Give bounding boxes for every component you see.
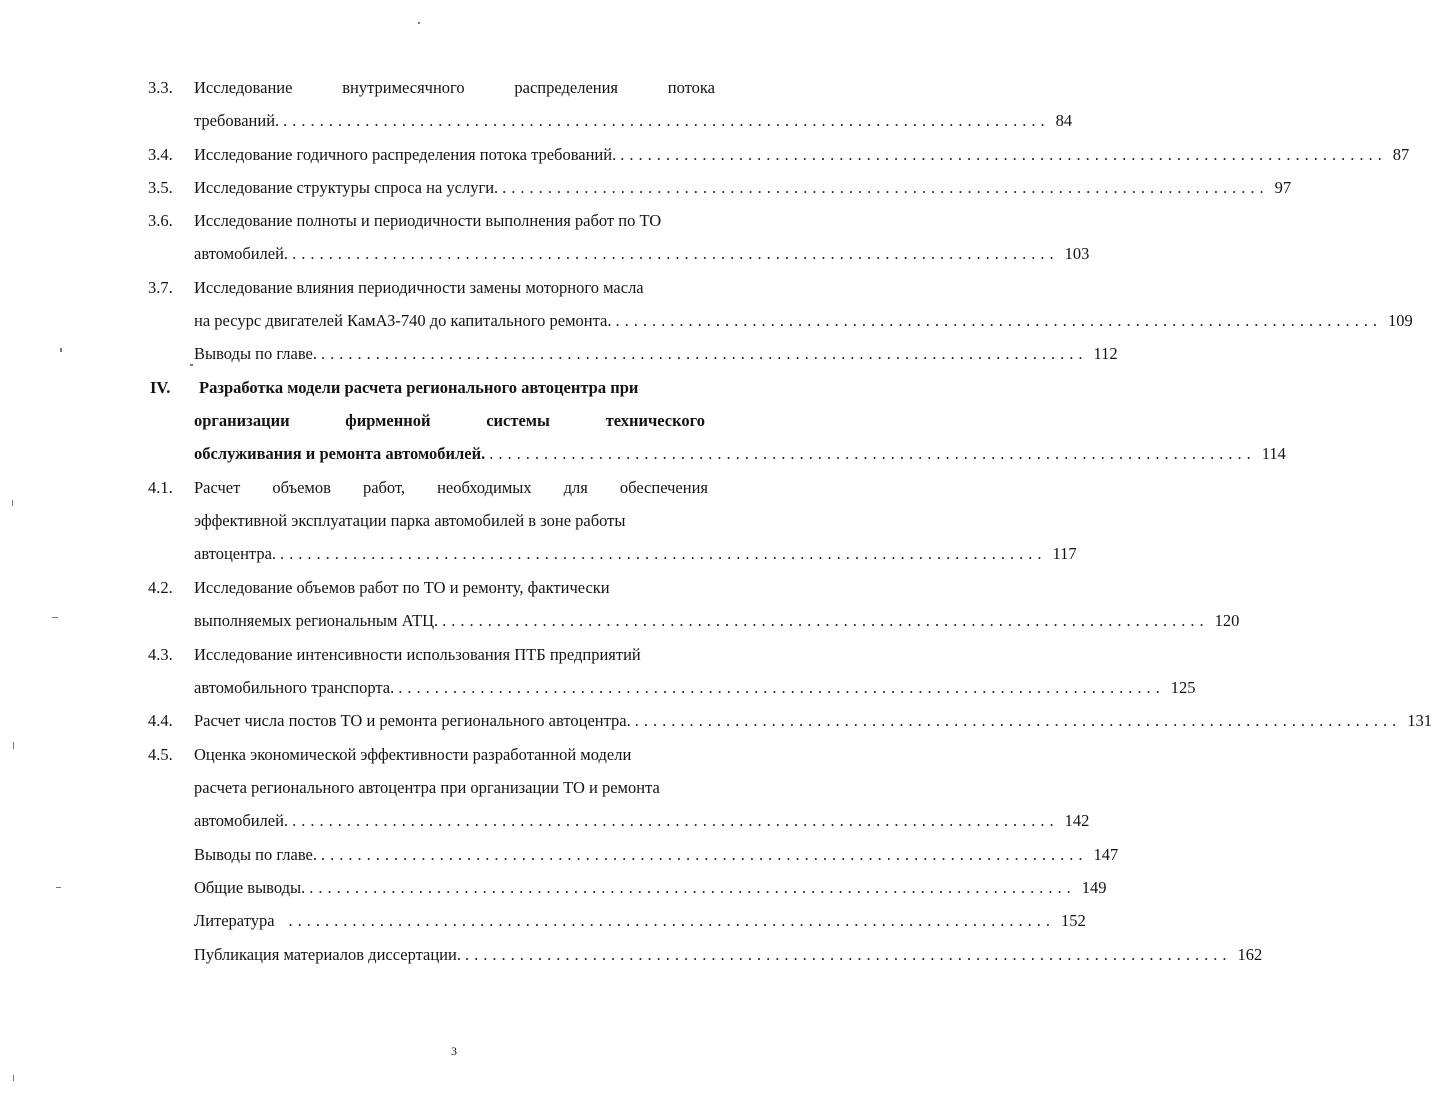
toc-entry-literature: Литература .................................................................................... 152 <box>0 908 795 934</box>
section-title: Исследование интенсивности использования ПТБ предприятий <box>194 645 641 664</box>
title-word: Расчет <box>194 478 241 497</box>
page-ref: 120 <box>1214 611 1240 630</box>
page-ref: 87 <box>1392 145 1410 164</box>
toc-entry-4-5-line1 <box>0 742 795 768</box>
section-title-cont: автомобилей. <box>194 244 289 263</box>
page-ref: 97 <box>1274 178 1292 197</box>
toc-entry-4-1-line2 <box>0 508 795 534</box>
section-number: 3.7. <box>148 278 173 297</box>
scan-speck <box>60 348 62 352</box>
section-number: 4.3. <box>148 645 173 664</box>
section-title: Расчет числа постов ТО и ремонта регионального автоцентра. <box>194 711 631 730</box>
title-word: работ, <box>362 478 406 497</box>
page-ref: 149 <box>1081 878 1107 897</box>
toc-entry-3-6-line1 <box>0 208 795 234</box>
title-word: организации <box>194 411 290 430</box>
section-title-cont: автоцентра. <box>194 544 277 563</box>
toc-entry-general-conclusions: Общие выводы. .................................................................................... 149 <box>0 875 795 901</box>
title-word: распределения <box>514 78 619 97</box>
toc-entry-3-4: 3.4. Исследование годичного распределения потока требований. .................................................................................... 87 <box>0 142 795 168</box>
page-ref: 114 <box>1261 444 1286 463</box>
toc-entry-4-4: 4.4. Расчет числа постов ТО и ремонта регионального автоцентра. .................................................................................... 131 <box>0 708 795 734</box>
section-title: Исследование объемов работ по ТО и ремонту, фактически <box>194 578 610 597</box>
section-title <box>194 475 708 501</box>
page-ref: 109 <box>1387 311 1413 330</box>
title-word: потока <box>667 78 715 97</box>
section-title: Исследование полноты и периодичности выполнения работ по ТО <box>194 211 662 230</box>
section-title: Литература <box>194 911 275 930</box>
toc-entry-4-2-line2: выполняемых региональным АТЦ. .................................................................................... 120 <box>0 608 795 634</box>
page-ref: 142 <box>1064 811 1090 830</box>
section-number: 4.4. <box>148 711 173 730</box>
section-title: Общие выводы. <box>194 878 306 897</box>
title-word: Исследование <box>194 78 293 97</box>
section-number: 3.6. <box>148 211 173 230</box>
toc-entry-conclusions-ch4: Выводы по главе. .................................................................................... 147 <box>0 842 795 868</box>
title-word: системы <box>486 411 550 430</box>
page-ref: 131 <box>1407 711 1432 730</box>
page-number: 3 <box>451 1044 457 1058</box>
scan-speck <box>13 1075 14 1081</box>
page-ref: 162 <box>1237 945 1263 964</box>
title-word: внутримесячного <box>342 78 465 97</box>
section-title-cont: эффективной эксплуатации парка автомобилей в зоне работы <box>194 511 626 530</box>
toc-entry-3-3-line2: требований. .................................................................................... 84 <box>0 108 795 134</box>
scan-speck <box>13 742 14 749</box>
toc-entry-3-6-line2: автомобилей. .................................................................................... 103 <box>0 241 795 267</box>
section-number: 3.4. <box>148 145 173 164</box>
section-title-cont: выполняемых региональным АТЦ. <box>194 611 439 630</box>
section-number: 3.3. <box>148 78 173 97</box>
scan-speck <box>190 364 193 366</box>
chapter-title: Разработка модели расчета регионального автоцентра при <box>199 378 639 397</box>
page-ref: 125 <box>1170 678 1196 697</box>
chapter-title-cont <box>194 408 705 434</box>
page-ref: 117 <box>1052 544 1077 563</box>
title-word: для <box>563 478 588 497</box>
page-ref: 103 <box>1064 244 1090 263</box>
section-number: 3.5. <box>148 178 173 197</box>
section-title: Исследование годичного распределения потока требований. <box>194 145 617 164</box>
section-title-cont: на ресурс двигателей КамАЗ-740 до капитального ремонта. <box>194 311 612 330</box>
section-number: 4.1. <box>148 478 173 497</box>
chapter-number: IV. <box>150 378 171 397</box>
section-title-cont: автомобилей. <box>194 811 289 830</box>
title-word: объемов <box>272 478 331 497</box>
toc-entry-4-3-line1 <box>0 642 795 668</box>
section-title-cont: автомобильного транспорта. <box>194 678 395 697</box>
toc-entry-3-3-line1 <box>0 75 795 101</box>
section-number: 4.5. <box>148 745 173 764</box>
title-word: обеспечения <box>619 478 708 497</box>
section-number: 4.2. <box>148 578 173 597</box>
section-title: Выводы по главе. <box>194 845 317 864</box>
toc-entry-4-2-line1 <box>0 575 795 601</box>
toc-chapter-4-line1 <box>0 375 795 401</box>
section-title: Исследование структуры спроса на услуги. <box>194 178 499 197</box>
toc-entry-3-7-line2: на ресурс двигателей КамАЗ-740 до капитального ремонта. .................................................................................... 109 <box>0 308 795 334</box>
page-ref: 84 <box>1055 111 1073 130</box>
scan-speck <box>12 500 13 506</box>
toc-entry-conclusions-ch3: Выводы по главе. .................................................................................... 112 <box>0 341 795 367</box>
toc-entry-4-5-line2 <box>0 775 795 801</box>
toc-entry-3-7-line1 <box>0 275 795 301</box>
scan-speck <box>56 887 61 888</box>
toc-chapter-4-line3: обслуживания и ремонта автомобилей. .................................................................................... 114 <box>0 441 795 467</box>
chapter-title-cont: обслуживания и ремонта автомобилей. <box>194 444 486 463</box>
scan-speck <box>52 617 58 618</box>
section-title-cont: требований. <box>194 111 280 130</box>
section-title: Оценка экономической эффективности разработанной модели <box>194 745 632 764</box>
title-word: технического <box>605 411 705 430</box>
toc-entry-4-1-line1 <box>0 475 795 501</box>
title-word: фирменной <box>345 411 431 430</box>
section-title-cont: расчета регионального автоцентра при организации ТО и ремонта <box>194 778 660 797</box>
toc-entry-4-3-line2: автомобильного транспорта. .................................................................................... 125 <box>0 675 795 701</box>
section-title: Исследование влияния периодичности замены моторного масла <box>194 278 644 297</box>
page-ref: 147 <box>1093 845 1119 864</box>
toc-chapter-4-line2 <box>0 408 795 434</box>
page-ref: 152 <box>1061 911 1086 930</box>
toc-entry-3-5: 3.5. Исследование структуры спроса на услуги. .................................................................................... 97 <box>0 175 795 201</box>
scan-speck <box>418 22 420 24</box>
title-word: необходимых <box>437 478 532 497</box>
toc-entry-4-1-line3: автоцентра. .................................................................................... 117 <box>0 541 795 567</box>
section-title <box>194 75 715 101</box>
page-ref: 112 <box>1093 344 1118 363</box>
section-title: Публикация материалов диссертации. <box>194 945 461 964</box>
toc-entry-publications: Публикация материалов диссертации. .................................................................................... 162 <box>0 942 795 968</box>
toc-entry-4-5-line3: автомобилей. .................................................................................... 142 <box>0 808 795 834</box>
section-title: Выводы по главе. <box>194 344 317 363</box>
